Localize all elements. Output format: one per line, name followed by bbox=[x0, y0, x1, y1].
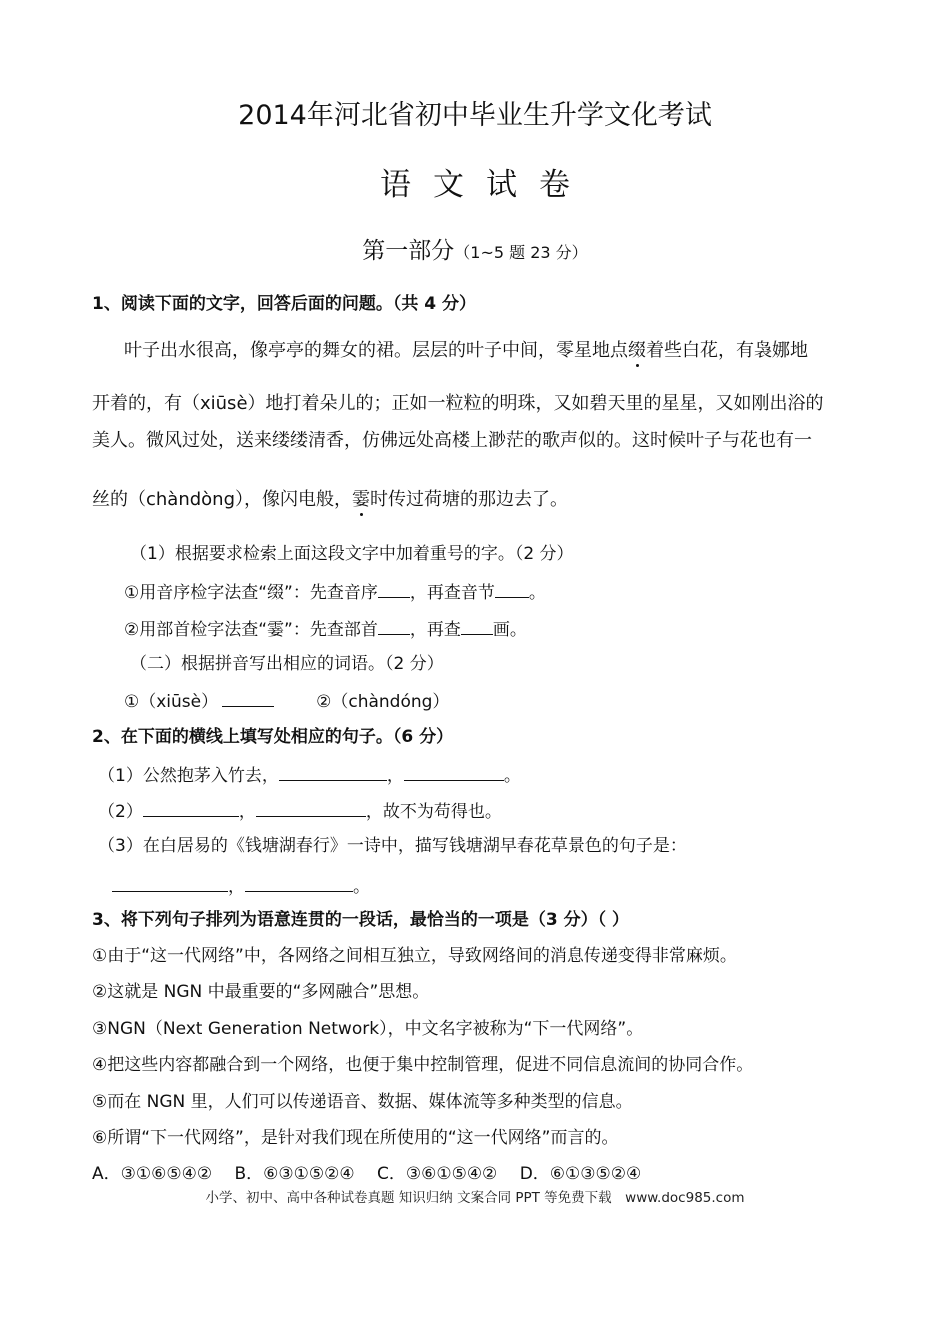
question-text: 画。 bbox=[492, 620, 527, 640]
page-footer: 小学、初中、高中各种试卷真题 知识归纳 文案合同 PPT 等免费下载 www.doc985.com bbox=[205, 1190, 745, 1206]
q2-line-4 bbox=[112, 877, 370, 896]
q1-heading: 1、阅读下面的文字，回答后面的问题。（共 4 分） bbox=[92, 294, 476, 314]
answer-blank[interactable] bbox=[143, 802, 239, 817]
q1-sub2-items bbox=[124, 692, 449, 711]
q1-passage-line-3: 美人。微风过处，送来缕缕清香，仿佛远处高楼上渺茫的歌声似的。这时候叶子与花也有一 bbox=[92, 430, 812, 451]
q1-sub1-a bbox=[124, 583, 546, 602]
answer-blank[interactable] bbox=[222, 692, 274, 707]
emphasis-char: 霎 bbox=[352, 489, 371, 510]
passage-text: 着些白花，有袅娜地 bbox=[646, 340, 808, 361]
section-note: （1~5 题 23 分） bbox=[454, 243, 588, 262]
answer-blank[interactable] bbox=[112, 877, 228, 892]
question-text: ，再查音节 bbox=[409, 583, 495, 603]
q2-line-3: （3）在白居易的《钱塘湖春行》一诗中，描写钱塘湖早春花草景色的句子是： bbox=[98, 836, 687, 856]
q2-line-2 bbox=[98, 802, 502, 821]
q2-line-1 bbox=[98, 766, 521, 785]
question-text: 。 bbox=[353, 877, 370, 897]
q1-sub1-b bbox=[124, 620, 527, 639]
exam-title: 2014年河北省初中毕业生升学文化考试 bbox=[238, 100, 712, 131]
question-text: ，故不为苟得也。 bbox=[365, 802, 502, 822]
q3-item-2: ②这就是 NGN 中最重要的“多网融合”思想。 bbox=[92, 982, 430, 1002]
q3-options: A．③①⑥⑤④② B．⑥③①⑤②④ C．③⑥①⑤④② D．⑥①③⑤②④ bbox=[92, 1164, 642, 1184]
answer-blank[interactable] bbox=[461, 620, 493, 635]
emphasis-char: 缀 bbox=[628, 340, 646, 361]
q3-heading: 3、将下列句子排列为语意连贯的一段话，最恰当的一项是（3 分）（ ） bbox=[92, 910, 629, 930]
question-text: ， bbox=[238, 802, 256, 822]
question-text: ①（xiūsè） bbox=[124, 692, 219, 712]
q3-item-4: ④把这些内容都融合到一个网络，也便于集中控制管理，促进不同信息流间的协同合作。 bbox=[92, 1055, 754, 1075]
question-text: （1）公然抱茅入竹去， bbox=[98, 766, 279, 786]
answer-blank[interactable] bbox=[378, 583, 410, 598]
answer-blank[interactable] bbox=[404, 766, 504, 781]
q3-item-3: ③NGN（Next Generation Network），中文名字被称为“下一代网络”。 bbox=[92, 1019, 644, 1039]
answer-blank[interactable] bbox=[279, 766, 387, 781]
answer-blank[interactable] bbox=[378, 620, 410, 635]
q1-passage-line-4 bbox=[92, 491, 568, 509]
q3-item-6: ⑥所谓“下一代网络”，是针对我们现在所使用的“这一代网络”而言的。 bbox=[92, 1128, 619, 1148]
q1-sub2: （二）根据拼音写出相应的词语。（2 分） bbox=[130, 654, 444, 674]
question-text: ，再查 bbox=[409, 620, 461, 640]
answer-blank[interactable] bbox=[495, 583, 529, 598]
question-text: （2） bbox=[98, 802, 143, 822]
q1-passage-line-2: 开着的，有（xiūsè）地打着朵儿的；正如一粒粒的明珠，又如碧天里的星星，又如刚出浴的 bbox=[92, 393, 824, 414]
section-heading bbox=[0, 240, 950, 263]
question-text: ， bbox=[228, 877, 245, 897]
question-text: ②用部首检字法查“霎”：先查部首 bbox=[124, 620, 378, 640]
question-text: 。 bbox=[528, 583, 546, 603]
q1-sub1: （1）根据要求检索上面这段文字中加着重号的字。（2 分） bbox=[130, 544, 574, 564]
section-label: 第一部分 bbox=[362, 238, 455, 264]
question-text: ， bbox=[386, 766, 404, 786]
question-text: ①用音序检字法查“缀”：先查音序 bbox=[124, 583, 378, 603]
answer-blank[interactable] bbox=[245, 877, 353, 892]
question-text: ②（chàndóng） bbox=[316, 692, 450, 712]
question-text: 。 bbox=[503, 766, 521, 786]
q2-heading: 2、在下面的横线上填写处相应的句子。（6 分） bbox=[92, 727, 454, 747]
passage-text: 时传过荷塘的那边去了。 bbox=[370, 489, 569, 510]
q3-item-1: ①由于“这一代网络”中，各网络之间相互独立，导致网络间的消息传递变得非常麻烦。 bbox=[92, 946, 737, 966]
answer-blank[interactable] bbox=[256, 802, 366, 817]
subject-title: 语文试卷 bbox=[380, 167, 592, 203]
q1-passage-line-1 bbox=[124, 342, 808, 360]
passage-text: 叶子出水很高，像亭亭的舞女的裙。层层的叶子中间，零星地点 bbox=[124, 340, 628, 361]
passage-text: 丝的（chàndòng），像闪电般， bbox=[92, 489, 353, 510]
q3-item-5: ⑤而在 NGN 里，人们可以传递语音、数据、媒体流等多种类型的信息。 bbox=[92, 1092, 633, 1112]
